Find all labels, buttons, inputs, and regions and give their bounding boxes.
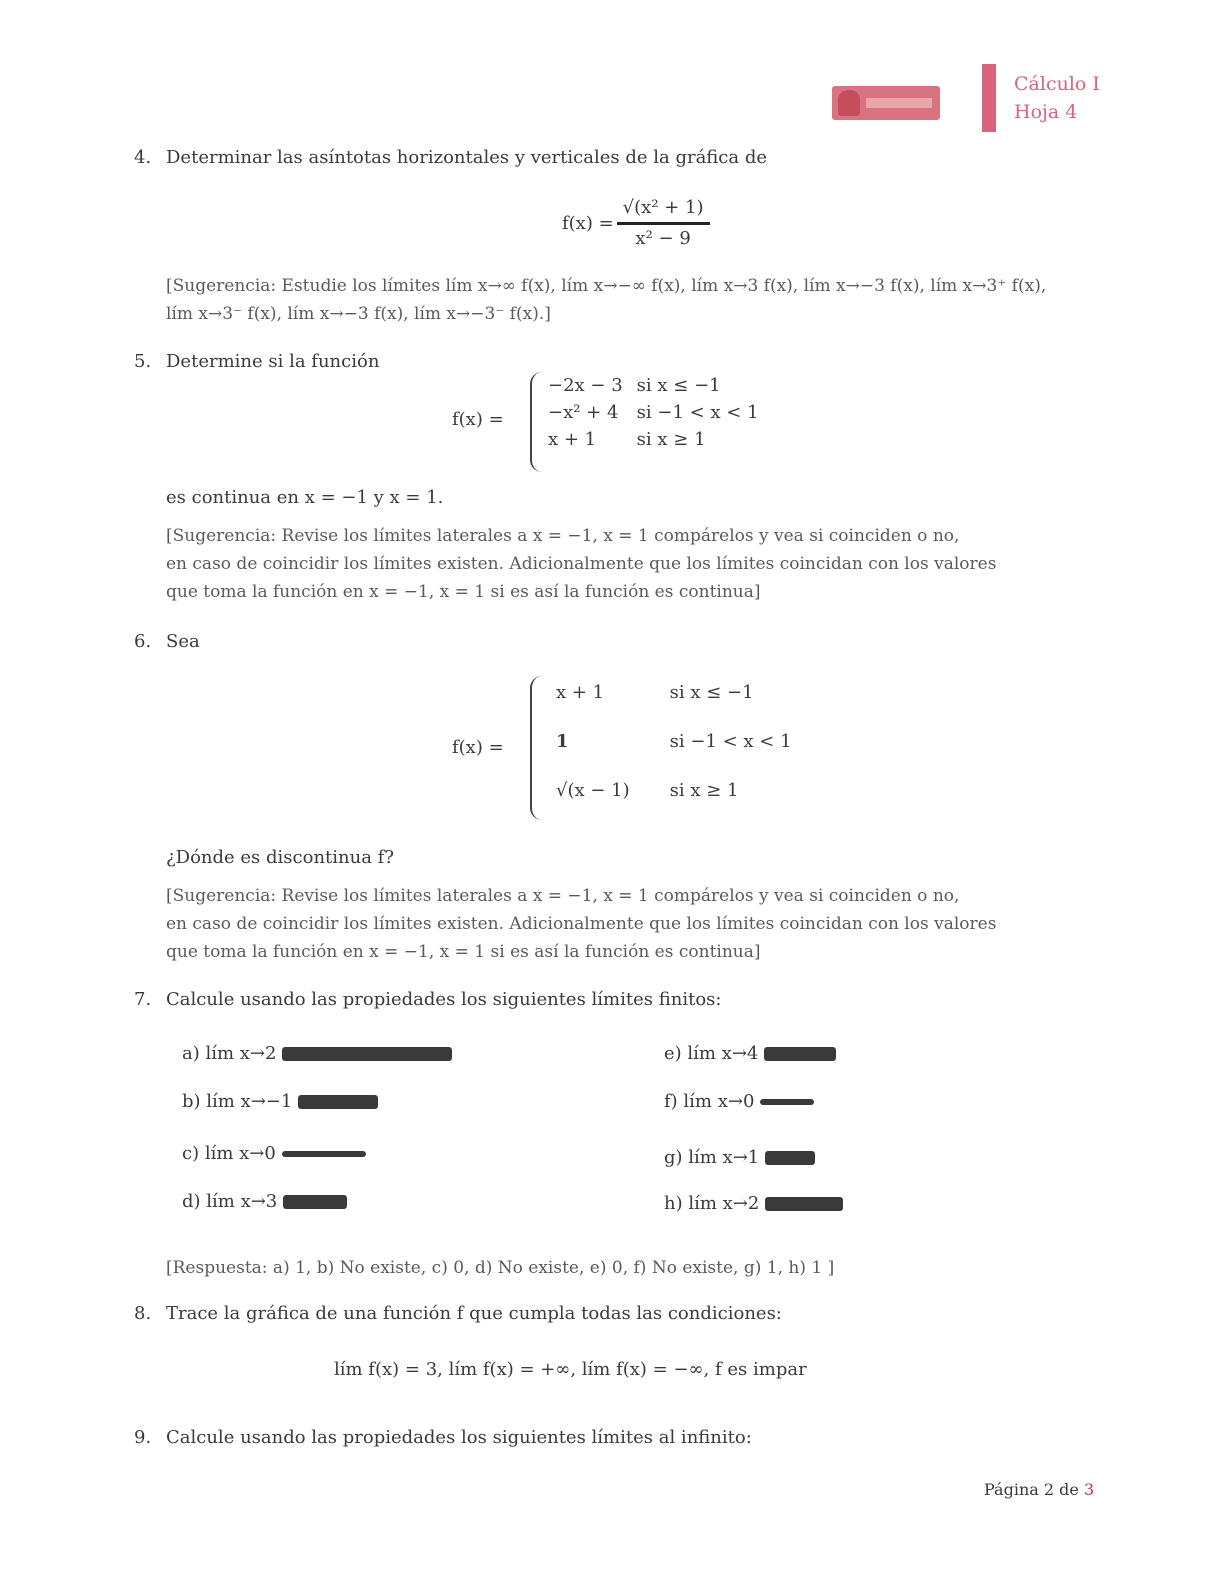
- problem-5-piecewise: [548, 372, 773, 453]
- piece-expr: x + 1: [548, 429, 597, 450]
- piece-cond: si −1 < x < 1: [636, 402, 759, 423]
- piece-row: [548, 399, 773, 426]
- limit-expression: [298, 1095, 378, 1109]
- problem-5-after: es continua en x = −1 y x = 1.: [166, 487, 444, 508]
- piece-expr: −x² + 4: [548, 402, 619, 423]
- limit-label: e) lím x→4: [664, 1043, 759, 1064]
- page-footer: [984, 1478, 1094, 1502]
- piece-expr: x + 1: [556, 682, 605, 703]
- limit-item-f: [664, 1090, 814, 1114]
- piece-row: [548, 372, 773, 399]
- piece-cond: si x ≤ −1: [669, 682, 754, 703]
- limit-label: c) lím x→0: [182, 1143, 276, 1164]
- piece-expr: √(x − 1): [556, 780, 630, 801]
- problem-6-hint-line-1: [Sugerencia: Revise los límites laterales a x = −1, x = 1 compárelos y vea si coinciden o no,: [166, 886, 960, 906]
- formula-numerator: √(x² + 1): [617, 196, 710, 225]
- problem-6-brace: [530, 676, 544, 820]
- header-accent-bar: [982, 64, 996, 132]
- piece-expr: 1: [556, 731, 569, 752]
- limit-label: f) lím x→0: [664, 1091, 755, 1112]
- piece-row: [548, 426, 773, 453]
- limit-expression: [765, 1151, 815, 1165]
- limit-expression: [765, 1197, 843, 1211]
- limit-item-h: [664, 1192, 843, 1216]
- problem-7-answer: [Respuesta: a) 1, b) No existe, c) 0, d) No existe, e) 0, f) No existe, g) 1, h) 1 ]: [166, 1258, 835, 1278]
- limit-label: b) lím x→−1: [182, 1091, 293, 1112]
- formula-denominator: x² − 9: [635, 228, 691, 249]
- problem-6-text: Sea: [166, 631, 200, 652]
- problem-6-hint-line-3: que toma la función en x = −1, x = 1 si es así la función es continua]: [166, 942, 761, 962]
- problem-5-lhs: f(x) =: [452, 409, 504, 430]
- page-total: 3: [1083, 1480, 1095, 1499]
- university-logo: [832, 86, 940, 120]
- problem-5-number: 5.: [134, 351, 152, 372]
- problem-9-text: Calcule usando las propiedades los siguientes límites al infinito:: [166, 1427, 752, 1448]
- problem-6-hint-line-2: en caso de coincidir los límites existen. Adicionalmente que los límites coincidan con los valores: [166, 914, 997, 934]
- problem-8-conditions: lím f(x) = 3, lím f(x) = +∞, lím f(x) = −∞, f es impar: [334, 1359, 807, 1380]
- problem-8-number: 8.: [134, 1303, 152, 1324]
- limit-label: h) lím x→2: [664, 1193, 760, 1214]
- limit-item-a: [182, 1042, 452, 1066]
- problem-7-number: 7.: [134, 989, 152, 1010]
- limit-item-g: [664, 1146, 815, 1170]
- course-title: Cálculo I: [1014, 73, 1100, 95]
- limit-item-b: [182, 1090, 378, 1114]
- piece-row: [556, 676, 792, 725]
- piece-expr: −2x − 3: [548, 375, 623, 396]
- problem-4-hint-line-1: [Sugerencia: Estudie los límites lím x→∞ f(x), lím x→−∞ f(x), lím x→3 f(x), lím x→−3 f(x), lím x→3⁺ f(x),: [166, 276, 1047, 296]
- problem-5-hint-line-2: en caso de coincidir los límites existen. Adicionalmente que los límites coincidan con los valores: [166, 554, 997, 574]
- piece-cond: si x ≤ −1: [636, 375, 721, 396]
- problem-5-hint-line-1: [Sugerencia: Revise los límites laterales a x = −1, x = 1 compárelos y vea si coinciden o no,: [166, 526, 960, 546]
- problem-4-hint-line-2: lím x→3⁻ f(x), lím x→−3 f(x), lím x→−3⁻ f(x).]: [166, 304, 551, 324]
- page-label: Página 2 de: [984, 1480, 1079, 1499]
- sheet-label: Hoja 4: [1014, 101, 1078, 123]
- limit-expression: [282, 1047, 452, 1061]
- limit-label: d) lím x→3: [182, 1191, 278, 1212]
- problem-6-piecewise: [556, 676, 792, 801]
- limit-item-d: [182, 1190, 347, 1214]
- piece-cond: si x ≥ 1: [636, 429, 706, 450]
- problem-4-formula: [562, 196, 713, 251]
- problem-6-number: 6.: [134, 631, 152, 652]
- limit-expression: [760, 1099, 814, 1105]
- limit-label: a) lím x→2: [182, 1043, 277, 1064]
- problem-5-hint-line-3: que toma la función en x = −1, x = 1 si es así la función es continua]: [166, 582, 761, 602]
- problem-6-lhs: f(x) =: [452, 737, 504, 758]
- limit-item-e: [664, 1042, 836, 1066]
- problem-4-text: Determinar las asíntotas horizontales y verticales de la gráfica de: [166, 147, 768, 168]
- problem-6-question: ¿Dónde es discontinua f?: [166, 847, 394, 868]
- problem-5-brace: [530, 372, 542, 472]
- piece-cond: si x ≥ 1: [669, 780, 739, 801]
- piece-cond: si −1 < x < 1: [669, 731, 792, 752]
- course-header: [1014, 70, 1100, 126]
- limit-item-c: [182, 1142, 366, 1166]
- formula-lhs: f(x) =: [562, 212, 614, 234]
- problem-5-text: Determine si la función: [166, 351, 380, 372]
- problem-7-text: Calcule usando las propiedades los siguientes límites finitos:: [166, 989, 722, 1010]
- limit-expression: [764, 1047, 836, 1061]
- problem-9-number: 9.: [134, 1427, 152, 1448]
- problem-8-text: Trace la gráfica de una función f que cumpla todas las condiciones:: [166, 1303, 782, 1324]
- problem-4-number: 4.: [134, 147, 152, 168]
- piece-row: [556, 725, 792, 774]
- limit-expression: [283, 1195, 347, 1209]
- limit-expression: [282, 1151, 366, 1157]
- piece-row: [556, 774, 792, 801]
- limit-label: g) lím x→1: [664, 1147, 760, 1168]
- formula-fraction: [617, 196, 710, 251]
